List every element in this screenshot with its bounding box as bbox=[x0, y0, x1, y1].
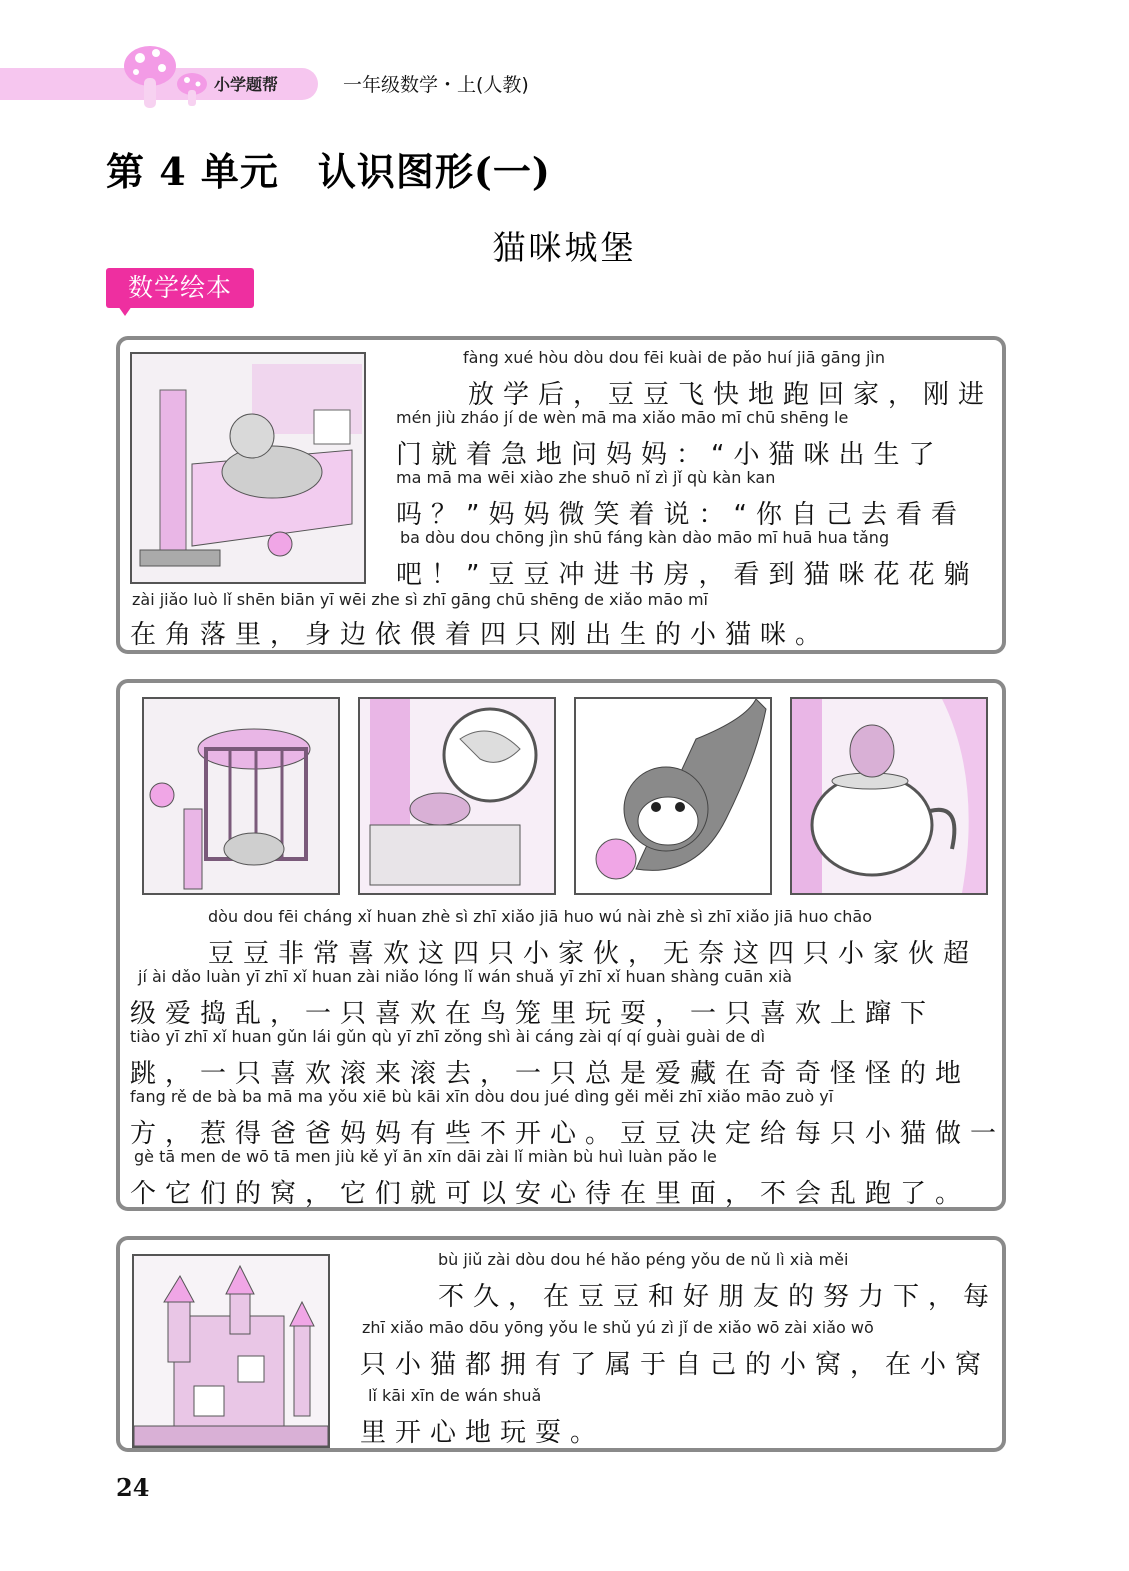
pinyin-line: zài jiǎo luò lǐ shēn biān yī wēi zhe sì zhī gāng chū shēng de xiǎo māo mī bbox=[132, 590, 708, 609]
text-line: 吗？”妈妈微笑着说：“你自己去看看 bbox=[396, 500, 966, 530]
text-line: 跳，一只喜欢滚来滚去，一只总是爱藏在奇奇怪怪的地 bbox=[130, 1059, 971, 1089]
illustration-birdcage bbox=[142, 697, 340, 895]
illustration-castle bbox=[132, 1254, 330, 1448]
text-line: 方，惹得爸爸妈妈有些不开心。豆豆决定给每只小猫做一 bbox=[130, 1119, 1006, 1149]
book-title: 一年级数学・上(人教) bbox=[343, 74, 529, 96]
story-title-text: 猫咪城堡 bbox=[492, 228, 637, 267]
story-title bbox=[0, 222, 1129, 269]
pinyin-line: lǐ kāi xīn de wán shuǎ bbox=[368, 1386, 542, 1405]
text-line: 门就着急地问妈妈：“小猫咪出生了 bbox=[396, 440, 944, 470]
text-line: 只小猫都拥有了属于自己的小窝，在小窝 bbox=[360, 1350, 991, 1380]
badge-tail bbox=[118, 306, 132, 316]
text-line: 在角落里，身边依偎着四只刚出生的小猫咪。 bbox=[130, 620, 831, 650]
pinyin-line: jí ài dǎo luàn yī zhī xǐ huan zài niǎo lóng lǐ wán shuǎ yī zhī xǐ huan shàng cuān xià bbox=[138, 967, 793, 986]
pinyin-line: bù jiǔ zài dòu dou hé hǎo péng yǒu de nǔ lì xià měi bbox=[438, 1250, 849, 1269]
story-panel-3 bbox=[116, 1236, 1006, 1452]
pinyin-line: fang rě de bà ba mā ma yǒu xiē bù kāi xīn dòu dou jué dìng gěi měi zhī xiǎo māo zuò yī bbox=[130, 1087, 834, 1106]
page-number: 24 bbox=[116, 1473, 150, 1502]
illustration-cat-ball bbox=[574, 697, 772, 895]
unit-title: 第 4 单元 认识图形(一) bbox=[106, 149, 551, 194]
text-line: 放学后，豆豆飞快地跑回家，刚进 bbox=[468, 380, 994, 410]
pinyin-line: gè tā men de wō tā men jiù kě yǐ ān xīn dāi zài lǐ miàn bù huì luàn pǎo le bbox=[134, 1147, 717, 1166]
section-badge: 数学绘本 bbox=[106, 268, 254, 308]
pinyin-line: ba dòu dou chōng jìn shū fáng kàn dào māo mī huā hua tǎng bbox=[400, 528, 890, 547]
text-line: 豆豆非常喜欢这四只小家伙，无奈这四只小家伙超 bbox=[208, 939, 979, 969]
illustration-teapot bbox=[790, 697, 988, 895]
story-panel-1 bbox=[116, 336, 1006, 654]
pinyin-line: fàng xué hòu dòu dou fēi kuài de pǎo huí jiā gāng jìn bbox=[463, 348, 886, 367]
text-line: 吧！”豆豆冲进书房，看到猫咪花花躺 bbox=[396, 560, 979, 590]
illustration-cat-nest bbox=[130, 352, 366, 584]
illustration-globe bbox=[358, 697, 556, 895]
pinyin-line: tiào yī zhī xǐ huan gǔn lái gǔn qù yī zhī zǒng shì ài cáng zài qí qí guài guài de dì bbox=[130, 1027, 766, 1046]
pinyin-line: dòu dou fēi cháng xǐ huan zhè sì zhī xiǎo jiā huo wú nài zhè sì zhī xiǎo jiā huo chāo bbox=[208, 907, 872, 926]
pinyin-line: ma mā ma wēi xiào zhe shuō nǐ zì jǐ qù kàn kan bbox=[396, 468, 776, 487]
text-line: 里开心地玩耍。 bbox=[360, 1418, 606, 1448]
text-line: 不久，在豆豆和好朋友的努力下，每 bbox=[438, 1282, 999, 1312]
pinyin-line: mén jiù zháo jí de wèn mā ma xiǎo māo mī chū shēng le bbox=[396, 408, 849, 427]
text-line: 级爱捣乱，一只喜欢在鸟笼里玩耍，一只喜欢上蹿下 bbox=[130, 999, 936, 1029]
series-label: 小学题帮 bbox=[214, 75, 279, 94]
mushroom-icon bbox=[118, 40, 218, 110]
pinyin-line: zhī xiǎo māo dōu yōng yǒu le shǔ yú zì jǐ de xiǎo wō zài xiǎo wō bbox=[362, 1318, 874, 1337]
text-line: 个它们的窝，它们就可以安心待在里面，不会乱跑了。 bbox=[130, 1179, 971, 1209]
story-panel-2 bbox=[116, 679, 1006, 1211]
